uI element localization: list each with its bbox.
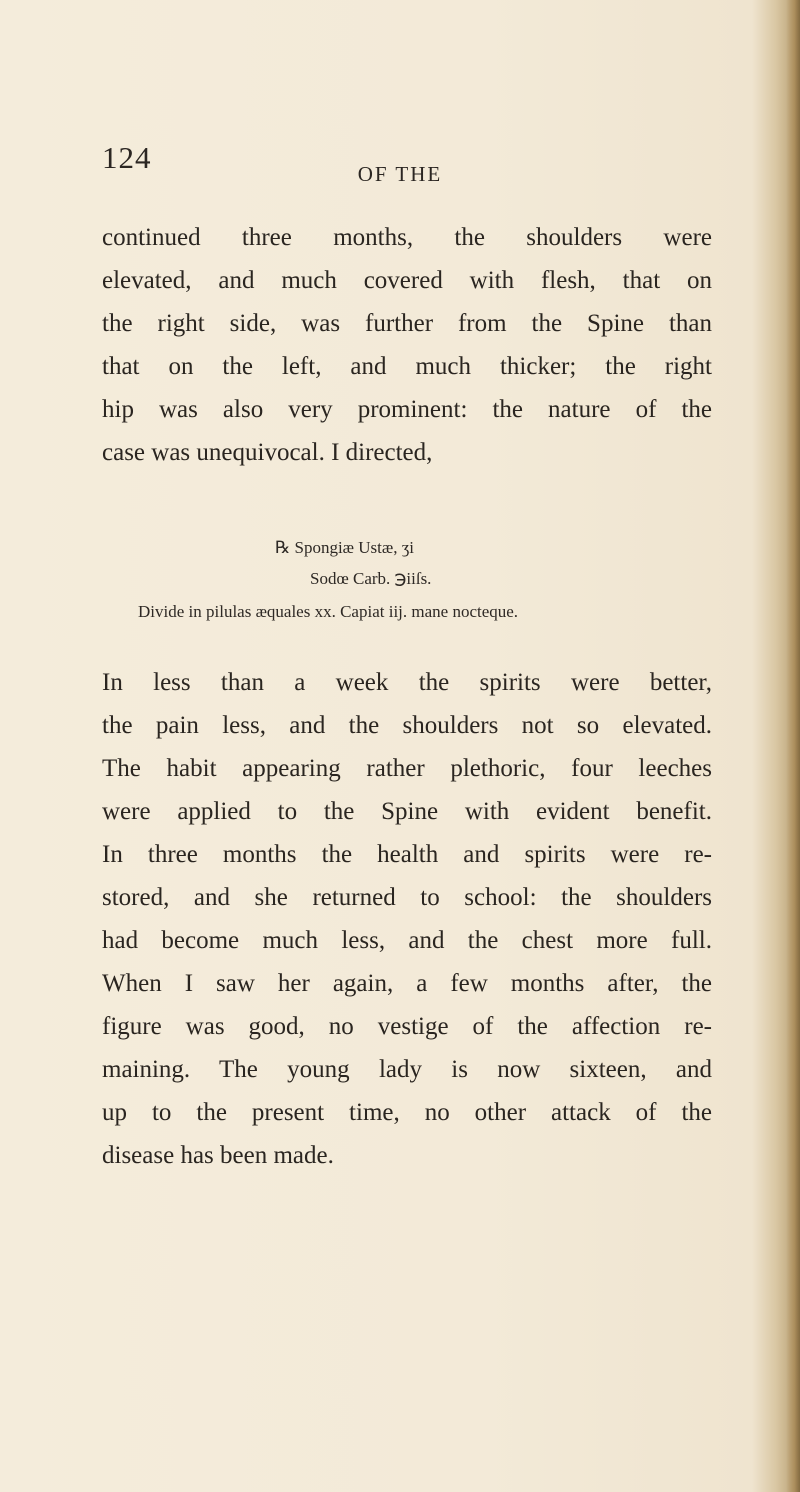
text-line: In three months the health and spirits were re-	[102, 841, 712, 868]
page-edge-shadow	[786, 0, 800, 1492]
text-line: that on the left, and much thicker; the right	[102, 353, 712, 380]
text-line: the pain less, and the shoulders not so elevated.	[102, 712, 712, 739]
text-line: elevated, and much covered with flesh, that on	[102, 267, 712, 294]
prescription-line: Sodœ Carb. ℈iiſs.	[310, 569, 432, 588]
text-line: When I saw her again, a few months after, the	[102, 970, 712, 997]
text-line: The habit appearing rather plethoric, four leeches	[102, 755, 712, 782]
text-line: up to the present time, no other attack of the	[102, 1099, 712, 1126]
text-line: figure was good, no vestige of the affection re-	[102, 1013, 712, 1040]
text-line: disease has been made.	[102, 1142, 334, 1169]
text-line: case was unequivocal. I directed,	[102, 439, 433, 466]
running-head: OF THE	[357, 162, 443, 186]
paragraph-1	[102, 216, 712, 474]
text-line: the right side, was further from the Spine than	[102, 310, 712, 337]
text-line: continued three months, the shoulders were	[102, 224, 712, 251]
text-line: were applied to the Spine with evident benefit.	[102, 798, 712, 825]
text-line: In less than a week the spirits were better,	[102, 669, 712, 696]
prescription-line: Divide in pilulas æquales xx. Capiat iij. mane nocteque.	[138, 602, 519, 621]
text-line: maining. The young lady is now sixteen, and	[102, 1056, 712, 1083]
paragraph-2	[102, 661, 712, 1177]
page-number: 124	[102, 140, 152, 175]
prescription-line: ℞ Spongiæ Ustæ, ʒi	[275, 538, 414, 557]
text-line: stored, and she returned to school: the shoulders	[102, 884, 712, 911]
text-line: had become much less, and the chest more full.	[102, 927, 712, 954]
text-line: hip was also very prominent: the nature of the	[102, 396, 712, 423]
